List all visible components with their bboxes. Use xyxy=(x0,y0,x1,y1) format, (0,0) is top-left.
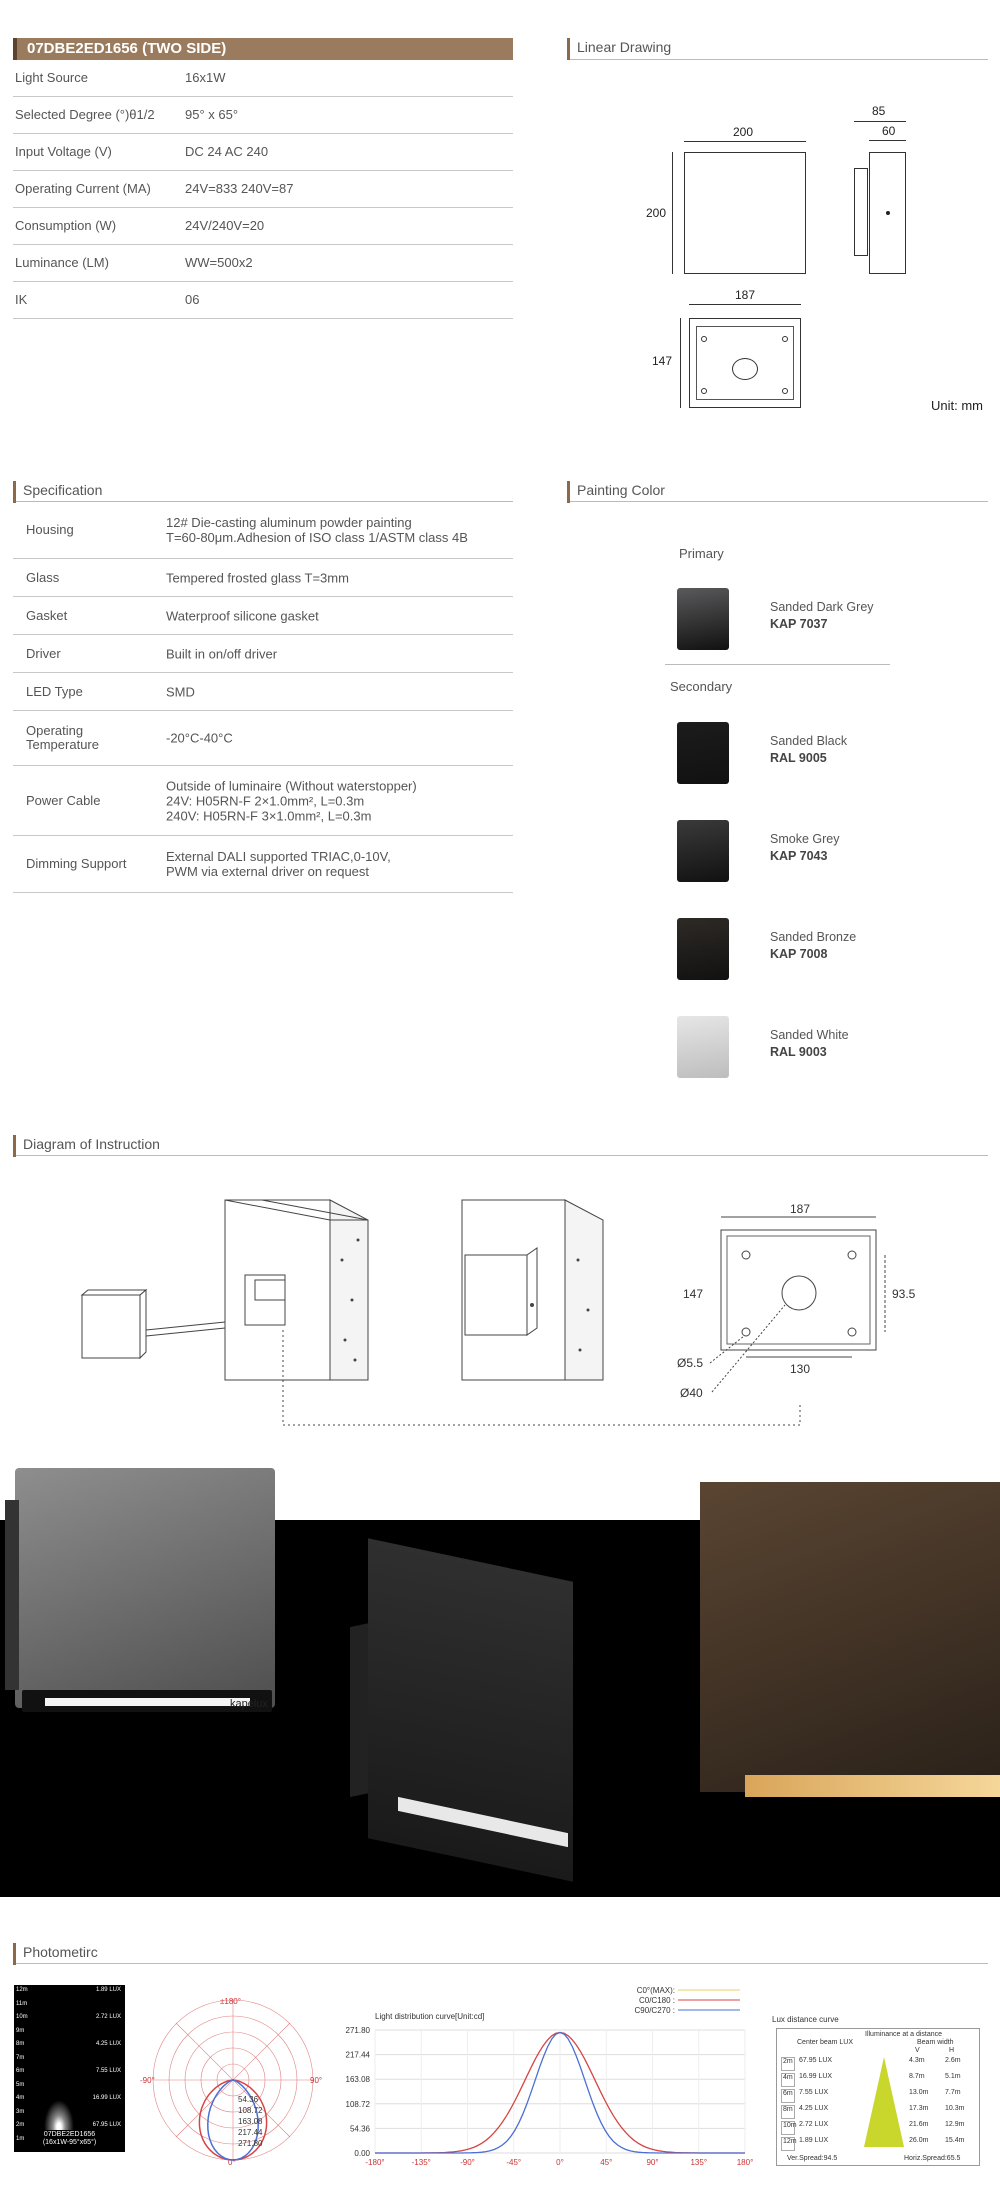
x-tick: -180° xyxy=(365,2158,385,2167)
svg-text:Ø5.5: Ø5.5 xyxy=(677,1356,704,1370)
x-tick: 90° xyxy=(646,2158,659,2167)
polar-value: 217.44 xyxy=(238,2128,263,2137)
svg-text:-90°: -90° xyxy=(140,2076,155,2085)
secondary-label: Secondary xyxy=(670,679,733,694)
isolux-caption-detail: (16x1W-95°x65°) xyxy=(42,2139,97,2146)
spec-key: Light Source xyxy=(15,70,88,85)
isolux-distance: 12m xyxy=(16,1987,28,1993)
divider xyxy=(570,59,988,60)
isolux-caption: 07DBE2ED1656 xyxy=(43,2131,96,2138)
color-name: Smoke Grey xyxy=(770,832,840,846)
x-tick: 0° xyxy=(556,2158,564,2167)
isolux-value: 16.99 LUX xyxy=(92,2095,121,2101)
specification-value: Outside of luminaire (Without waterstopper) 24V: H05RN-F 2×1.0mm², L=0.3m 240V: H05RN-F 3×1.0mm², L=0.3m xyxy=(166,778,417,823)
specification-row xyxy=(13,597,513,635)
color-code: KAP 7037 xyxy=(770,617,828,631)
dist-row-v: 4.3m xyxy=(909,2057,925,2064)
dist-row-distance: 4m xyxy=(781,2073,795,2087)
dist-row-lux: 67.95 LUX xyxy=(799,2057,833,2064)
spec-row xyxy=(13,134,513,171)
divider xyxy=(665,664,890,665)
svg-text:Ø40: Ø40 xyxy=(680,1386,703,1400)
isolux-distance: 9m xyxy=(16,2027,25,2034)
spec-value: 95° x 65° xyxy=(185,107,239,122)
svg-text:90°: 90° xyxy=(310,2076,323,2085)
color-code: RAL 9005 xyxy=(770,751,827,765)
polar-value: 163.08 xyxy=(238,2117,263,2126)
product-photo xyxy=(0,1520,1000,1897)
color-label xyxy=(770,1027,849,1061)
dist-row-distance: 10m xyxy=(781,2121,795,2135)
painting-color-title: Painting Color xyxy=(567,481,665,503)
polar-chart xyxy=(140,1995,340,2165)
specification-row xyxy=(13,559,513,597)
specification-key: LED Type xyxy=(26,683,83,699)
linear-drawing-title: Linear Drawing xyxy=(567,38,671,60)
x-tick: -90° xyxy=(460,2158,475,2167)
x-tick: -135° xyxy=(411,2158,431,2167)
specification-row xyxy=(13,711,513,766)
specification-row xyxy=(13,635,513,673)
isolux-distance: 4m xyxy=(16,2095,25,2101)
primary-label: Primary xyxy=(679,546,724,561)
specification-value: Waterproof silicone gasket xyxy=(166,608,319,623)
svg-text:Light distribution curve[Unit:: Light distribution curve[Unit:cd] xyxy=(375,2012,485,2021)
dist-row-h: 12.9m xyxy=(945,2121,965,2128)
dist-row-h: 15.4m xyxy=(945,2137,965,2144)
spec-value: WW=500x2 xyxy=(185,255,253,270)
dist-row-v: 17.3m xyxy=(909,2105,929,2112)
isolux-distance: 11m xyxy=(16,2000,28,2007)
y-tick: 108.72 xyxy=(345,2099,370,2109)
color-code: RAL 9003 xyxy=(770,1045,827,1059)
isolux-distance: 2m xyxy=(16,2122,25,2128)
dist-row-lux: 16.99 LUX xyxy=(799,2073,833,2080)
color-swatch xyxy=(677,820,729,882)
divider xyxy=(570,501,988,502)
isolux-value: 7.55 LUX xyxy=(95,2068,121,2074)
y-tick: 163.08 xyxy=(345,2075,370,2085)
isolux-distance: 8m xyxy=(16,2041,25,2047)
color-label xyxy=(770,929,856,963)
dist-row-v: 21.6m xyxy=(909,2121,929,2128)
lux-distance-table: Illuminance at a distance Center beam LUX Beam width V H 2m 67.95 LUX 4.3m 2.6m 4m 16.99 LUX 8.7m 5.1m 6m 7.55 LUX 13.0m 7.7m 8m 4.25 LUX 17.3m 10.3m 10m 2.72 LUX 21.6m 12.9m 12m 1.89 LUX 26.0m 15.4m Ver.Spread:94.5 Horiz.Spread:65.5 xyxy=(776,2028,980,2166)
color-swatch xyxy=(677,722,729,784)
specification-key: Glass xyxy=(26,569,60,585)
dist-row-h: 5.1m xyxy=(945,2073,961,2080)
spec-row xyxy=(13,171,513,208)
svg-text:93.5: 93.5 xyxy=(892,1287,916,1301)
spec-row xyxy=(13,97,513,134)
spec-value: 24V=833 240V=87 xyxy=(185,181,294,196)
spec-key: Luminance (LM) xyxy=(15,255,109,270)
specification-row xyxy=(13,766,513,836)
color-label xyxy=(770,599,874,633)
spec-row xyxy=(13,60,513,97)
specification-value: Built in on/off driver xyxy=(166,646,278,661)
legend-label: C0°(MAX): xyxy=(636,1986,675,1995)
color-label xyxy=(770,733,847,767)
isolux-value: 2.72 LUX xyxy=(95,2014,121,2020)
photometric-title: Photometirc xyxy=(13,1943,98,1965)
svg-text:0°: 0° xyxy=(228,2158,236,2165)
spec-value: 06 xyxy=(185,292,200,307)
specification-key: Dimming Support xyxy=(26,856,127,871)
dist-row-lux: 1.89 LUX xyxy=(799,2137,829,2144)
color-label xyxy=(770,831,839,865)
dist-row-distance: 2m xyxy=(781,2057,795,2071)
dist-row-lux: 7.55 LUX xyxy=(799,2089,829,2096)
specification-row xyxy=(13,836,513,893)
instruction-diagram xyxy=(0,1180,1000,1430)
isolux-distance: 7m xyxy=(16,2054,25,2061)
specification-value: SMD xyxy=(166,684,195,699)
dist-row-h: 7.7m xyxy=(945,2089,961,2096)
color-swatch xyxy=(677,1016,729,1078)
dist-row-distance: 12m xyxy=(781,2137,795,2151)
specification-key: Housing xyxy=(26,522,74,537)
dist-row-v: 13.0m xyxy=(909,2089,929,2096)
model-title: 07DBE2ED1656 (TWO SIDE) xyxy=(13,38,513,60)
isolux-distance: 10m xyxy=(16,2014,28,2020)
spec-row xyxy=(13,282,513,319)
spec-key: Selected Degree (°)θ1/2 xyxy=(15,107,155,122)
isolux-distance: 3m xyxy=(16,2108,25,2115)
divider xyxy=(16,1155,988,1156)
dist-row-h: 10.3m xyxy=(945,2105,965,2112)
polar-value: 108.72 xyxy=(238,2106,263,2115)
specification-row xyxy=(13,673,513,711)
svg-text:±180°: ±180° xyxy=(220,1997,241,2006)
isolux-panel xyxy=(14,1985,125,2152)
dist-row-v: 8.7m xyxy=(909,2073,925,2080)
specification-value: Tempered frosted glass T=3mm xyxy=(166,570,349,585)
color-name: Sanded White xyxy=(770,1028,849,1042)
svg-text:130: 130 xyxy=(790,1362,811,1376)
isolux-distance: 6m xyxy=(16,2068,25,2074)
spec-value: DC 24 AC 240 xyxy=(185,144,269,159)
dist-row-lux: 2.72 LUX xyxy=(799,2121,829,2128)
spec-key: IK xyxy=(15,292,28,307)
isolux-distance: 5m xyxy=(16,2081,25,2088)
legend-label: C90/C270 : xyxy=(634,2006,675,2015)
isolux-value: 1.89 LUX xyxy=(95,1987,121,1993)
color-name: Sanded Dark Grey xyxy=(770,600,874,614)
specification-title: Specification xyxy=(13,481,102,503)
specification-value: 12# Die-casting aluminum powder painting T=60-80μm.Adhesion of ISO class 1/ASTM class 4B xyxy=(166,515,468,545)
spec-row xyxy=(13,245,513,282)
x-tick: 45° xyxy=(600,2158,613,2167)
color-name: Sanded Bronze xyxy=(770,930,857,944)
x-tick: 135° xyxy=(690,2158,708,2167)
polar-value: 54.36 xyxy=(238,2095,259,2104)
y-tick: 217.44 xyxy=(345,2050,370,2060)
dist-row-distance: 6m xyxy=(781,2089,795,2103)
specification-value: -20°C-40°C xyxy=(166,730,233,746)
isolux-value: 4.25 LUX xyxy=(95,2041,121,2047)
color-code: KAP 7043 xyxy=(770,849,828,863)
lux-distance-title: Lux distance curve xyxy=(772,2015,839,2024)
x-tick: -45° xyxy=(506,2158,522,2167)
specification-value: External DALI supported TRIAC,0-10V, PWM via external driver on request xyxy=(166,849,391,879)
instruction-title: Diagram of Instruction xyxy=(13,1135,160,1157)
y-tick: 0.00 xyxy=(354,2149,370,2158)
color-code: KAP 7008 xyxy=(770,947,828,961)
polar-value: 271.80 xyxy=(238,2139,263,2148)
spec-value: 16x1W xyxy=(185,70,226,85)
specification-key: Gasket xyxy=(26,607,68,623)
legend-label: C0/C180 : xyxy=(638,1996,675,2005)
x-tick: 180° xyxy=(736,2158,754,2167)
spec-value: 24V/240V=20 xyxy=(185,218,265,233)
specification-row xyxy=(13,502,513,559)
brand-logo: kapelux xyxy=(230,1698,268,1710)
dist-row-lux: 4.25 LUX xyxy=(799,2105,829,2112)
y-tick: 271.80 xyxy=(345,2026,370,2035)
dist-row-h: 2.6m xyxy=(945,2057,961,2064)
spec-key: Consumption (W) xyxy=(15,218,117,233)
isolux-value: 67.95 LUX xyxy=(92,2122,121,2128)
spec-key: Input Voltage (V) xyxy=(15,144,112,159)
specification-key: Operating Temperature xyxy=(26,723,99,752)
light-distribution-chart xyxy=(330,1985,760,2175)
color-swatch xyxy=(677,588,729,650)
divider xyxy=(16,1963,988,1964)
spec-key: Operating Current (MA) xyxy=(15,181,151,196)
isolux-distance: 1m xyxy=(16,2135,25,2142)
y-tick: 54.36 xyxy=(349,2124,370,2134)
svg-text:187: 187 xyxy=(790,1202,811,1216)
svg-text:147: 147 xyxy=(683,1287,704,1301)
dist-row-v: 26.0m xyxy=(909,2137,929,2144)
specification-key: Power Cable xyxy=(26,792,101,808)
specification-key: Driver xyxy=(26,645,61,661)
dist-row-distance: 8m xyxy=(781,2105,795,2119)
color-name: Sanded Black xyxy=(770,734,848,748)
color-swatch xyxy=(677,918,729,980)
spec-row xyxy=(13,208,513,245)
